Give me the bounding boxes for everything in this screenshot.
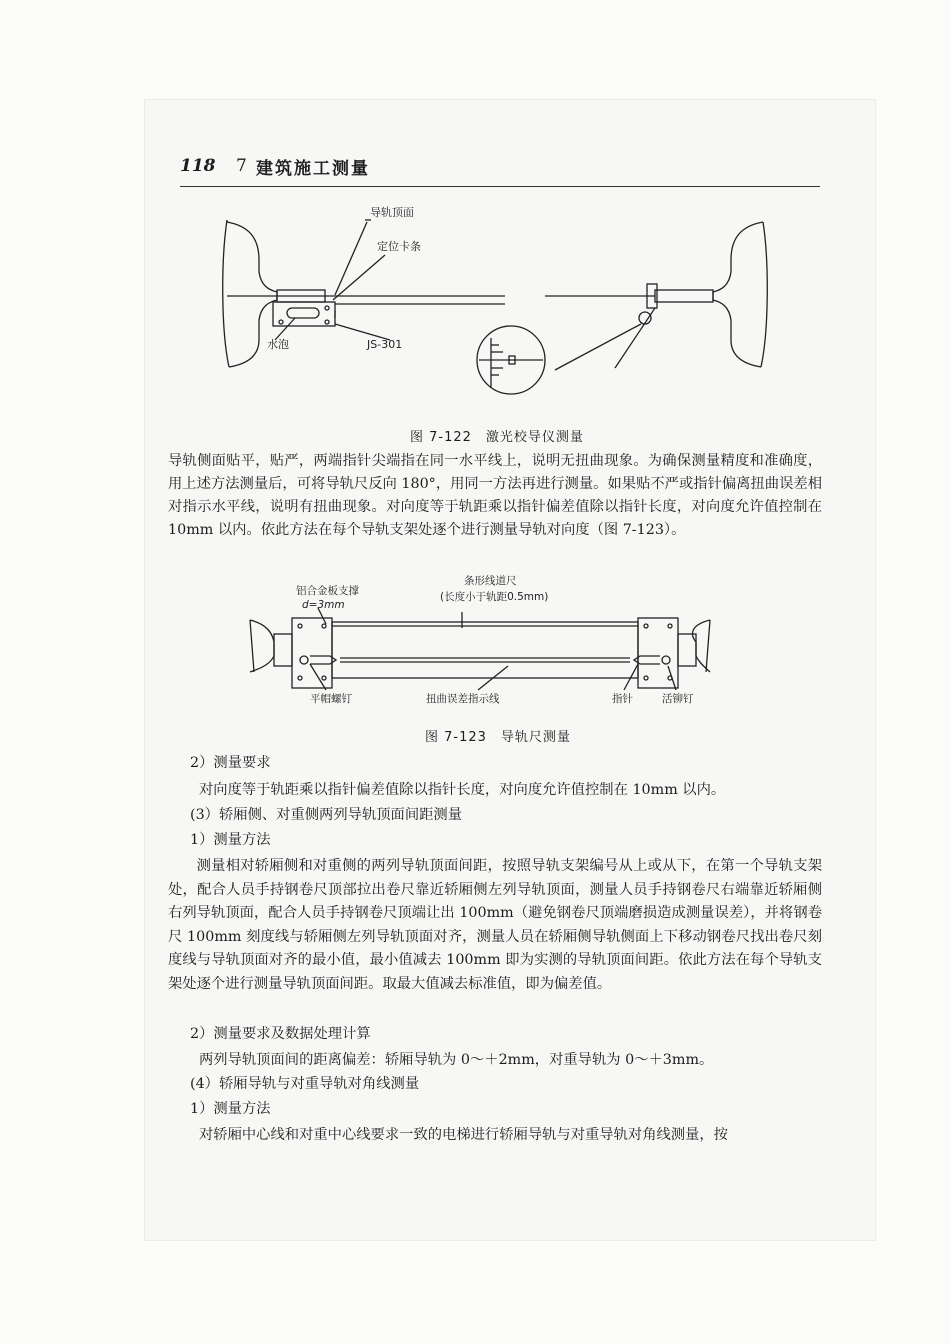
figure-7-122-caption: 图 7-122 激光校导仪测量 [410, 430, 584, 445]
label-bar-line2: (长度小于轨距0.5mm) [440, 591, 549, 603]
heading-section-3: (3）轿厢侧、对重侧两列导轨顶面间距测量 [190, 807, 463, 823]
label-bar-line1: 条形线道尺 [464, 575, 517, 587]
page-number: 118 [180, 156, 216, 176]
req-text: 对向度等于轨距乘以指针偏差值除以指针长度，对向度允许值控制在 10mm 以内。 [199, 782, 726, 798]
paragraph-2: 测量相对轿厢侧和对重侧的两列导轨顶面间距，按照导轨支架编号从上或从下，在第一个导轨支架处，配合人员手持钢卷尺顶部拉出卷尺靠近轿厢侧左列导轨顶面，测量人员手持钢卷尺右端靠近轿厢侧右列导轨顶面，配合人员手持钢卷尺顶端让出 100mm（避免钢卷尺顶端磨损造成测量误差），并将钢卷尺 100mm 刻度线与轿厢侧左列导轨顶面对齐，测量人员在轿厢侧导轨侧面上下移动钢卷尺找出卷尺刻度线与导轨顶面对齐的最小值，最小值减去 100mm 即为实测的导轨顶面间距。依此方法在每个导轨支架处逐个进行测量导轨顶面间距。取最大值减去标准值，即为偏差值。 [168, 858, 822, 992]
chapter-title: 建筑施工测量 [256, 159, 370, 179]
paragraph-3: 对轿厢中心线和对重中心线要求一致的电梯进行轿厢导轨与对重导轨对角线测量，按 [199, 1127, 728, 1143]
label-pointer: 指针 [612, 693, 633, 705]
label-bubble: 水泡 [267, 338, 289, 351]
label-rivet: 活铆钉 [662, 693, 694, 705]
figure-7-123-caption: 图 7-123 导轨尺测量 [425, 730, 571, 745]
label-plate: 铝合金板支撑 [296, 585, 359, 597]
page-header [180, 152, 820, 187]
figure-7-123-drawing [240, 572, 720, 722]
heading-req-2: 2）测量要求 [190, 755, 271, 771]
req-text-2: 两列导轨顶面间的距离偏差：轿厢导轨为 0～＋2mm，对重导轨为 0～＋3mm。 [199, 1052, 714, 1068]
label-thickness: d=3mm [302, 599, 345, 611]
heading-section-4-1: 1）测量方法 [190, 1101, 271, 1117]
chapter-number: 7 [236, 156, 247, 176]
heading-section-3-1: 1）测量方法 [190, 832, 271, 848]
figure-7-122-drawing [215, 200, 775, 425]
paragraph-1: 导轨侧面贴平，贴严，两端指针尖端指在同一水平线上，说明无扭曲现象。为确保测量精度和准确度，用上述方法测量后，可将导轨尺反向 180°，用同一方法再进行测量。如果贴不严或指针偏离扭曲误差相对指示水平线，说明有扭曲现象。对向度等于轨距乘以指针偏差值除以指针长度，对向度允许值控制在 10mm 以内。依此方法在每个导轨支架处逐个进行测量导轨对向度（图 7-123）。 [168, 453, 822, 538]
figure-7-122 [215, 200, 775, 425]
label-model: JS-301 [367, 338, 403, 351]
label-locator: 定位卡条 [377, 240, 421, 253]
label-rail-top: 导轨顶面 [370, 206, 414, 219]
label-twist-line: 扭曲误差指示线 [426, 693, 500, 705]
heading-section-4: (4）轿厢导轨与对重导轨对角线测量 [190, 1076, 420, 1092]
heading-section-3-2: 2）测量要求及数据处理计算 [190, 1026, 371, 1042]
label-flat-screw: 平帽螺钉 [310, 693, 352, 705]
figure-7-123 [240, 572, 720, 722]
